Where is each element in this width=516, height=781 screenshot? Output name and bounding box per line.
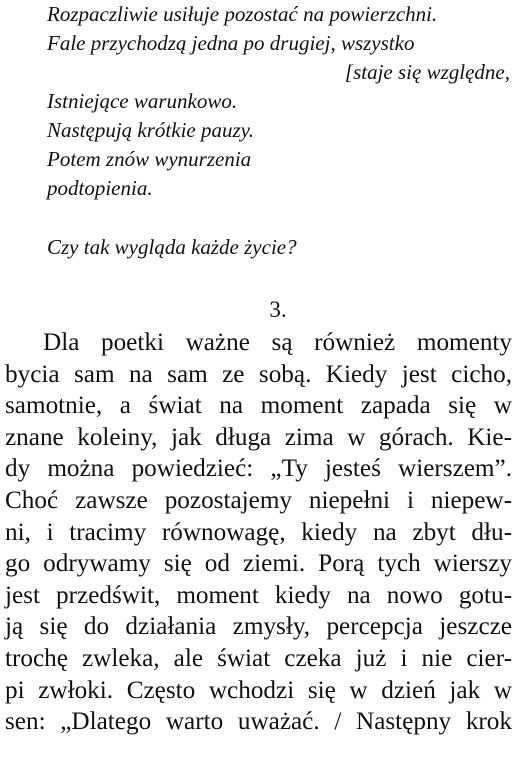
section-number: 3. (269, 297, 287, 322)
prose-paragraph (5, 327, 512, 738)
prose-line: ni, i tracimy równowagę, kiedy na zbyt dłu- (5, 518, 512, 546)
poem-line: Potem znów wynurzenia (47, 147, 252, 171)
stanza-break (47, 203, 507, 233)
prose-line: go odrywamy się od ziemi. Porą tych wierszy (5, 550, 512, 578)
poem-line-continuation: [staje się względne, (344, 60, 510, 84)
prose-line: Choć zawsze pozostajemy niepełni i niepew- (5, 486, 512, 514)
prose-line: Dla poetki ważne są również momenty (43, 329, 512, 356)
prose-line: bycia sam na sam ze sobą. Kiedy jest cicho, (5, 360, 512, 388)
poem-line: Fale przychodzą jedna po drugiej, wszystko (47, 31, 415, 55)
prose-line: samotnie, a świat na moment zapada się w (5, 392, 512, 420)
poem-line: Istniejące warunkowo. (47, 89, 238, 113)
prose-line: dy można powiedzieć: „Ty jesteś wierszem”. (5, 455, 512, 483)
poem-excerpt (47, 0, 510, 262)
prose-line: ją się do działania zmysły, percepcja jeszcze (5, 613, 512, 641)
prose-line: znane koleiny, jak długa zima w górach. Kie- (5, 423, 512, 451)
prose-line: jest przedświt, moment kiedy na nowo gotu- (5, 581, 512, 609)
poem-line: Następują krótkie pauzy. (47, 118, 255, 142)
prose-line: pi zwłoki. Często wchodzi się w dzień jak w (5, 676, 512, 704)
poem-line: Czy tak wygląda każde życie? (47, 235, 297, 259)
prose-line: sen: „Dlatego warto uważać. / Następny krok (5, 708, 512, 736)
prose-line: trochę zwleka, ale świat czeka już i nie cier- (5, 644, 512, 672)
poem-line: podtopienia. (47, 176, 153, 200)
poem-line: Rozpaczliwie usiłuje pozostać na powierzchni. (47, 2, 438, 26)
